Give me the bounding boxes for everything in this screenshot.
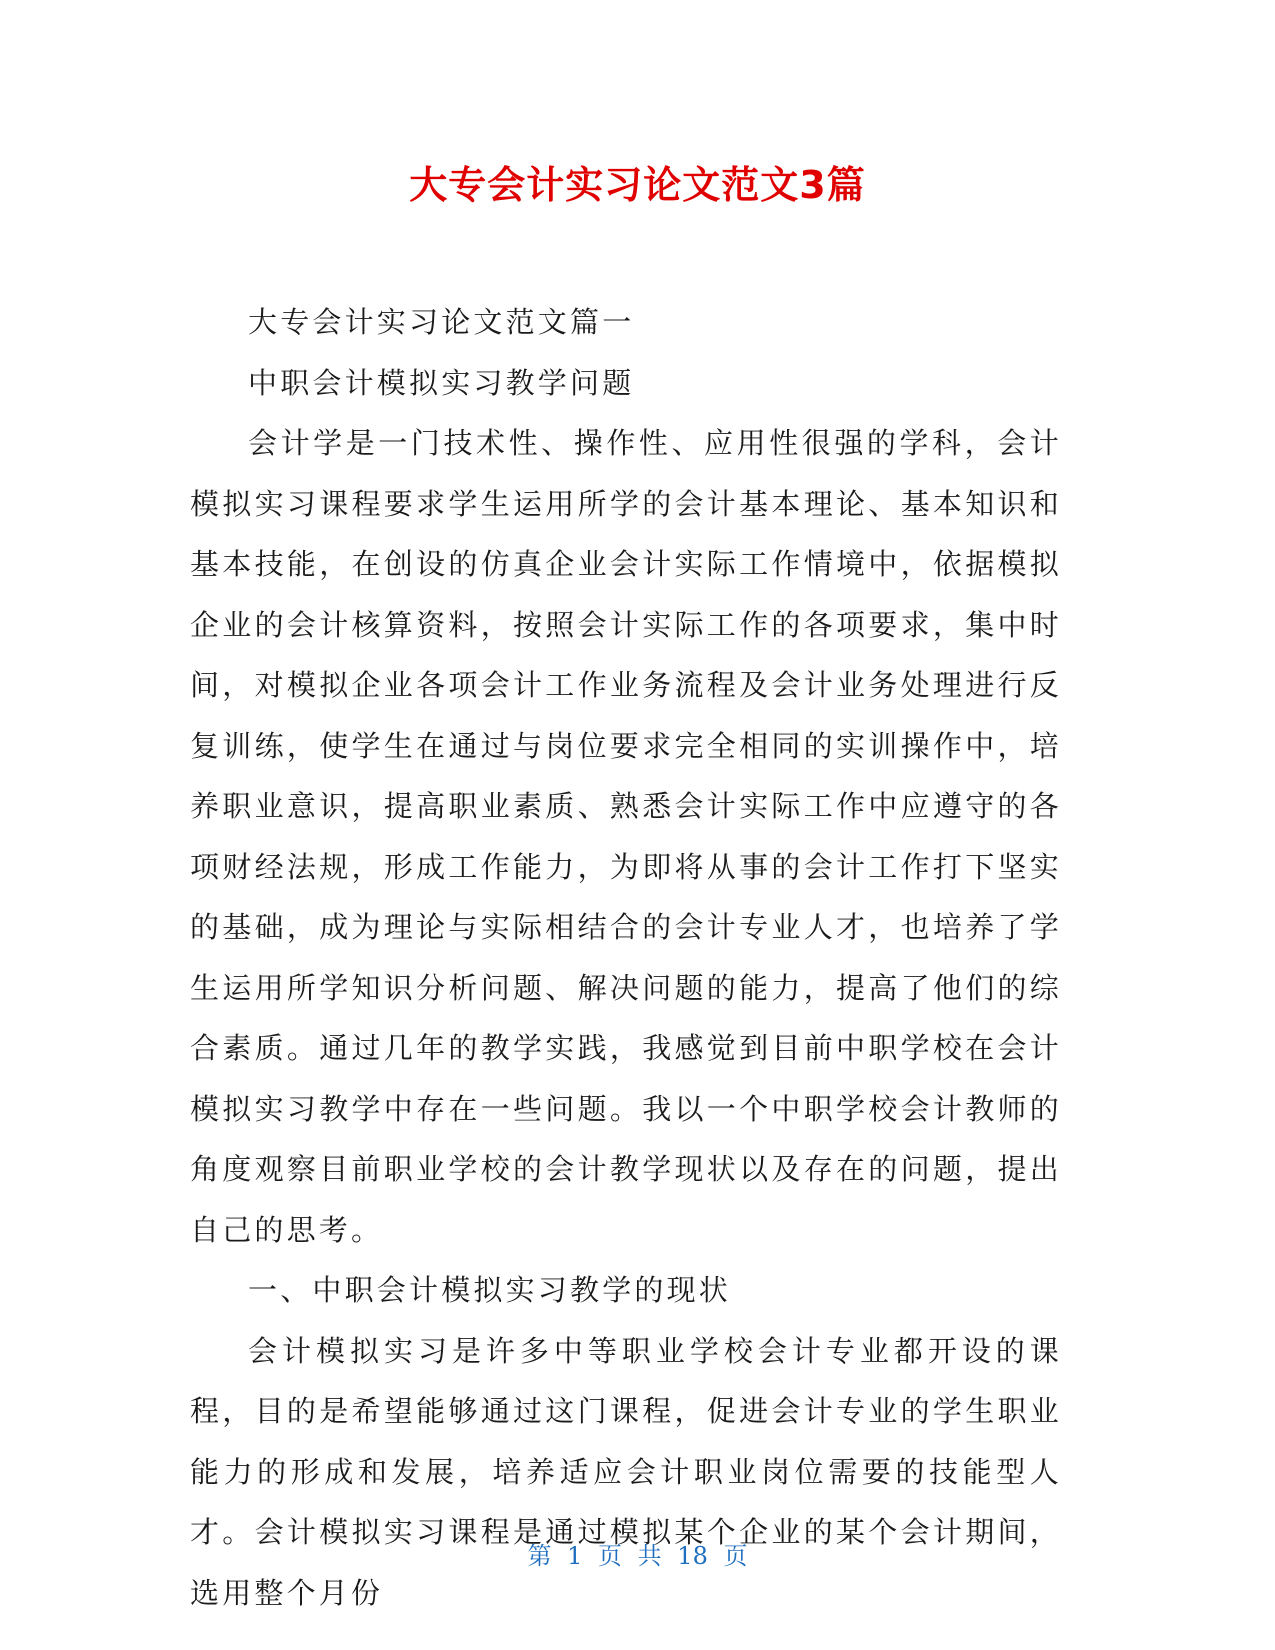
page-number-footer: 第 1 页 共 18 页 (527, 1542, 748, 1570)
document-body (190, 292, 1062, 1623)
section-heading: 大专会计实习论文范文篇一 (248, 305, 635, 339)
body-paragraph: 会计学是一门技术性、操作性、应用性很强的学科，会计模拟实习课程要求学生运用所学的会计基本理论、基本知识和基本技能，在创设的仿真企业会计实际工作情境中，依据模拟企业的会计核算资料，按照会计实际工作的各项要求，集中时间，对模拟企业各项会计工作业务流程及会计业务处理进行反复训练，使学生在通过与岗位要求完全相同的实训操作中，培养职业意识，提高职业素质、熟悉会计实际工作中应遵守的各项财经法规，形成工作能力，为即将从事的会计工作打下坚实的基础，成为理论与实际相结合的会计专业人才，也培养了学生运用所学知识分析问题、解决问题的能力，提高了他们的综合素质。通过几年的教学实践，我感觉到目前中职学校在会计模拟实习教学中存在一些问题。我以一个中职学校会计教师的角度观察目前职业学校的会计教学现状以及存在的问题，提出自己的思考。 (190, 426, 1062, 1247)
subsection-heading: 一、中职会计模拟实习教学的现状 (248, 1273, 732, 1307)
document-title: 大专会计实习论文范文3篇 (409, 163, 866, 207)
body-paragraph: 会计模拟实习是许多中等职业学校会计专业都开设的课程，目的是希望能够通过这门课程，促进会计专业的学生职业能力的形成和发展，培养适应会计职业岗位需要的技能型人才。会计模拟实习课程是通过模拟某个企业的某个会计期间，选用整个月份 (190, 1333, 1062, 1610)
article-title: 中职会计模拟实习教学问题 (248, 365, 635, 400)
